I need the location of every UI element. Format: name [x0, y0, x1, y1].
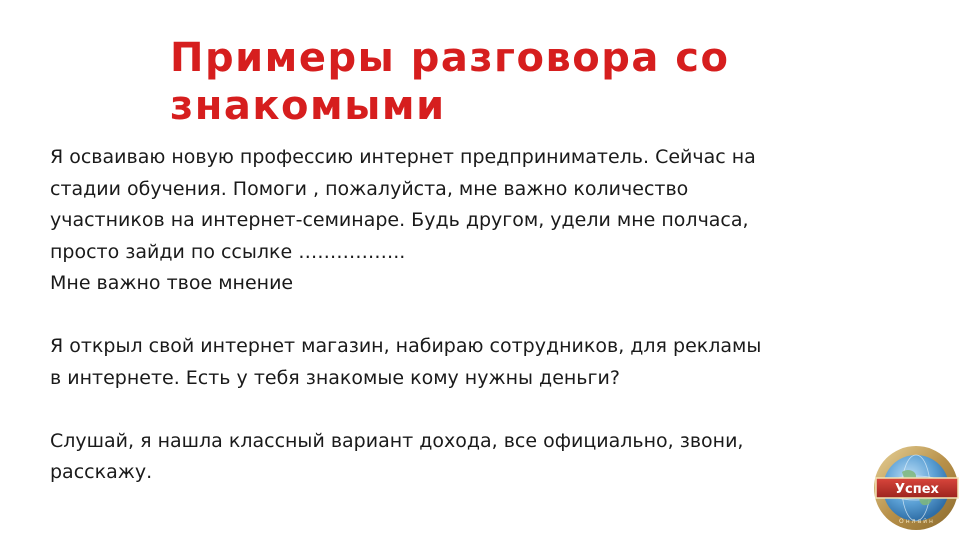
text-line: Я осваиваю новую профессию интернет предприниматель. Сейчас на [50, 146, 756, 168]
title-line: Примеры разговора со [170, 35, 730, 81]
slide-title [170, 34, 870, 130]
text-line: Мне важно твое мнение [50, 272, 294, 294]
text-line: Я открыл свой интернет магазин, набираю сотрудников, для рекламы [50, 335, 762, 357]
globe-logo-icon [868, 440, 960, 532]
title-line: знакомыми [170, 83, 446, 129]
logo-ring-text: Онлайн [899, 518, 935, 525]
example-paragraph [50, 426, 910, 489]
logo-label: Успех [895, 482, 939, 497]
text-line: Слушай, я нашла классный вариант дохода, все официально, звони, [50, 429, 744, 452]
slide-body [50, 142, 910, 489]
text-line: в интернете. Есть у тебя знакомые кому нужны деньги? [50, 366, 620, 389]
text-line: участников на интернет-семинаре. Будь другом, удели мне полчаса, [50, 209, 749, 231]
text-line: просто зайди по ссылке …………….. [50, 240, 406, 263]
text-line: расскажу. [50, 461, 153, 483]
text-line: стадии обучения. Помоги , пожалуйста, мне важно количество [50, 177, 689, 200]
example-paragraph [50, 331, 910, 394]
example-paragraph [50, 142, 910, 300]
